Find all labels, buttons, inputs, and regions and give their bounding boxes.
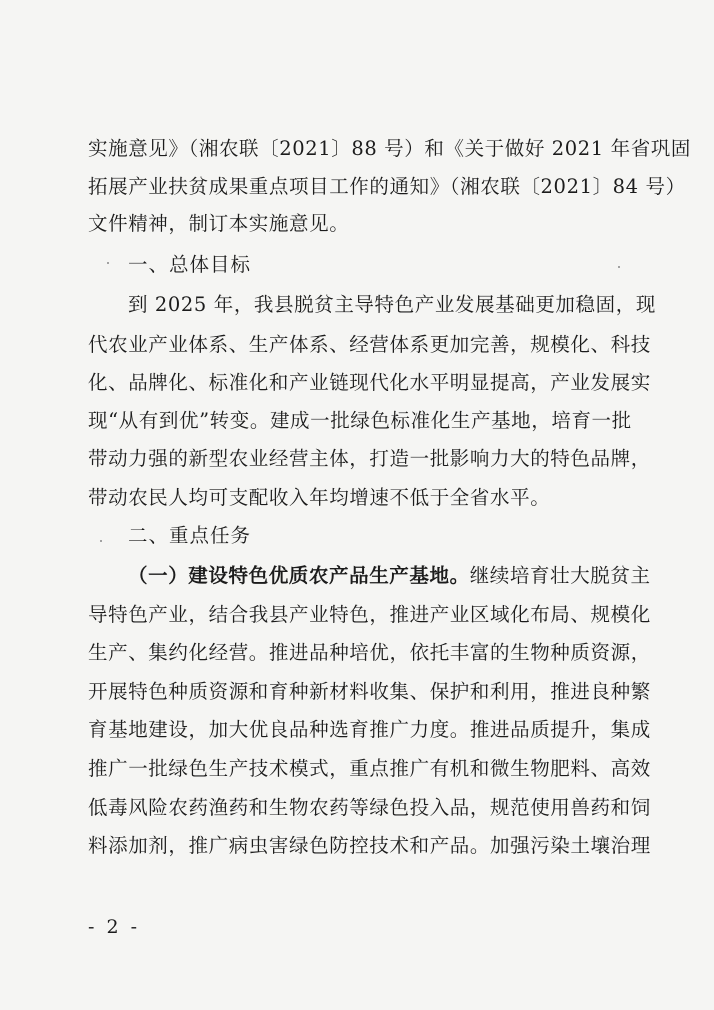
body-line-with-lead [128,564,651,588]
section-heading-overall-goals: 一、总体目标 [128,253,252,276]
body-line: 文件精神，制订本实施意见。 [88,212,350,235]
scan-speck [107,262,109,264]
body-line: 带动力强的新型农业经营主体，打造一批影响力大的特色品牌， [88,447,651,470]
body-line: 低毒风险农药渔药和生物农药等绿色投入品，规范使用兽药和饲 [88,796,651,819]
body-line: 到 2025 年，我县脱贫主导特色产业发展基础更加稳固，现 [128,293,656,316]
scan-speck [618,266,620,268]
body-line: 料添加剂，推广病虫害绿色防控技术和产品。加强污染土壤治理 [88,834,651,857]
body-line: 导特色产业，结合我县产业特色，推进产业区域化布局、规模化 [88,603,651,626]
body-line: 实施意见》（湘农联〔2021〕88 号）和《关于做好 2021 年省巩固 [88,137,692,160]
item-lead-title: （一）建设特色优质农产品生产基地。 [128,564,470,587]
body-line: 开展特色种质资源和育种新材料收集、保护和利用，推进良种繁 [88,680,651,703]
body-line: 化、品牌化、标准化和产业链现代化水平明显提高，产业发展实 [88,371,651,394]
body-line: 代农业产业体系、生产体系、经营体系更加完善，规模化、科技 [88,333,651,356]
body-line: 育基地建设，加大优良品种选育推广力度。推进品质提升，集成 [88,718,651,741]
body-line: 带动农民人均可支配收入年均增速不低于全省水平。 [88,486,551,509]
scan-speck [100,540,102,542]
body-line: 拓展产业扶贫成果重点项目工作的通知》（湘农联〔2021〕84 号） [88,175,686,198]
body-line: 推广一批绿色生产技术模式，重点推广有机和微生物肥料、高效 [88,757,651,780]
section-heading-key-tasks: 二、重点任务 [128,524,252,547]
body-line: 生产、集约化经营。推进品种培优，依托丰富的生物种质资源， [88,641,651,664]
body-line: 现“从有到优”转变。建成一批绿色标准化生产基地，培育一批 [88,409,632,432]
page-number: - 2 - [88,916,141,938]
item-lead-rest: 继续培育壮大脱贫主 [469,564,651,587]
